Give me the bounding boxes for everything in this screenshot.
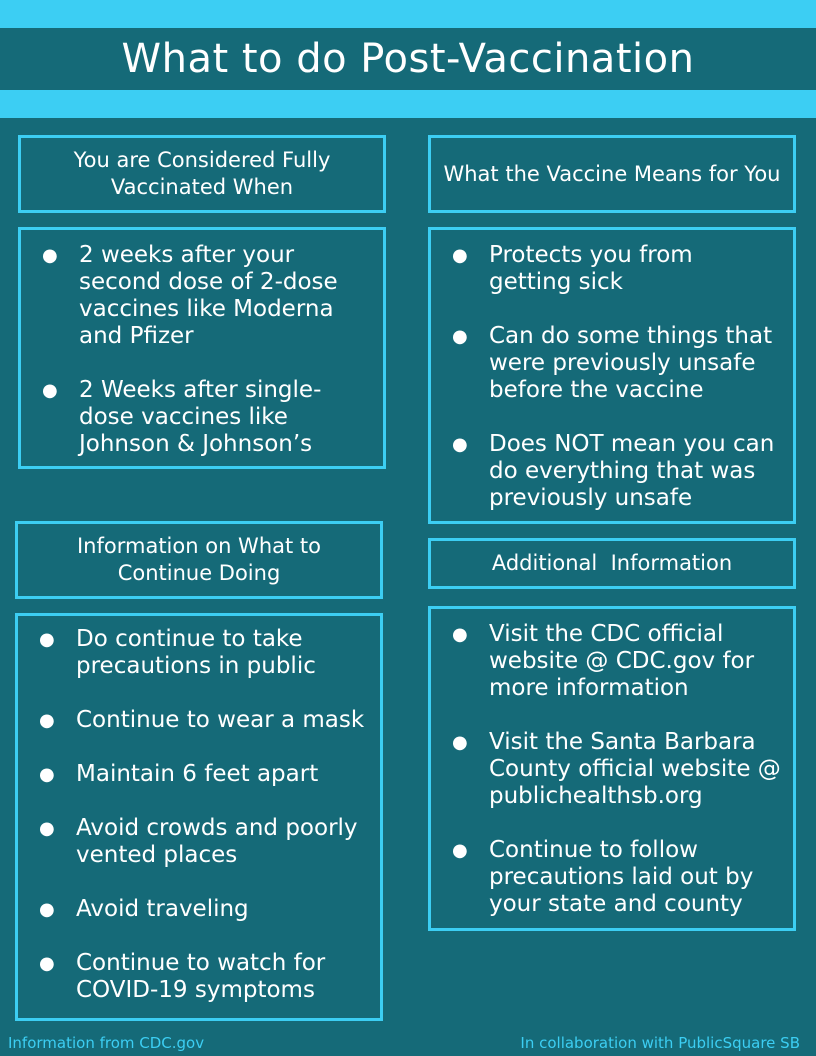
list-item: ● Protects you from getting sick [452, 242, 693, 295]
bullet-dot-icon: ● [39, 818, 55, 839]
continue-doing-heading-box [15, 521, 383, 599]
title-underline-band [0, 90, 816, 118]
bullet-dot-icon: ● [452, 732, 468, 753]
list-item: ● Maintain 6 feet apart [39, 761, 319, 787]
title-bar [0, 28, 816, 90]
bullet-dot-icon: ● [452, 434, 468, 455]
bullet-dot-icon: ● [39, 629, 55, 650]
vaccine-means-list [431, 242, 781, 512]
fully-vaccinated-list [21, 242, 367, 458]
fully-vaccinated-heading-box [18, 135, 386, 213]
bullet-dot-icon: ● [39, 899, 55, 920]
footer-collaboration: In collaboration with PublicSquare SB [520, 1034, 800, 1052]
additional-info-heading-box [428, 538, 796, 589]
top-accent-band [0, 0, 816, 28]
footer-source: Information from CDC.gov [8, 1034, 205, 1052]
fully-vaccinated-heading: You are Considered Fully Vaccinated When [73, 148, 331, 199]
list-item: ● Continue to follow precautions laid out by your state and county [452, 837, 754, 917]
continue-doing-heading: Information on What to Continue Doing [76, 534, 321, 585]
list-item: ● Does NOT mean you can do everything that was previously unsafe [452, 431, 775, 511]
vaccine-means-heading: What the Vaccine Means for You [443, 161, 781, 186]
list-item: ● 2 Weeks after single-dose vaccines like Johnson & Johnson’s [42, 377, 322, 457]
bullet-dot-icon: ● [39, 953, 55, 974]
additional-info-list [431, 621, 783, 918]
continue-doing-list [18, 626, 368, 1004]
additional-info-heading: Additional Information [491, 551, 733, 575]
bullet-dot-icon: ● [39, 710, 55, 731]
list-item: ● Visit the Santa Barbara County official website @ publichealthsb.org [452, 729, 781, 809]
vaccine-means-heading-box [428, 135, 796, 213]
list-item: ● Can do some things that were previously unsafe before the vaccine [452, 323, 773, 403]
bullet-dot-icon: ● [39, 764, 55, 785]
list-item: ● 2 weeks after your second dose of 2-dose vaccines like Moderna and Pfizer [42, 242, 338, 349]
additional-info-list-box [428, 606, 796, 931]
list-item: ● Visit the CDC official website @ CDC.gov for more information [452, 621, 755, 701]
vaccine-means-list-box [428, 227, 796, 524]
bullet-dot-icon: ● [42, 245, 58, 266]
bullet-dot-icon: ● [42, 380, 58, 401]
list-item: ● Avoid crowds and poorly vented places [39, 815, 358, 868]
bullet-dot-icon: ● [452, 840, 468, 861]
page-title: What to do Post-Vaccination [121, 36, 695, 82]
bullet-dot-icon: ● [452, 624, 468, 645]
list-item: ● Continue to wear a mask [39, 707, 365, 733]
list-item: ● Continue to watch for COVID-19 symptoms [39, 950, 326, 1003]
list-item: ● Do continue to take precautions in public [39, 626, 316, 679]
continue-doing-list-box [15, 613, 383, 1021]
list-item: ● Avoid traveling [39, 896, 249, 922]
bullet-dot-icon: ● [452, 326, 468, 347]
bullet-dot-icon: ● [452, 245, 468, 266]
fully-vaccinated-list-box [18, 227, 386, 469]
